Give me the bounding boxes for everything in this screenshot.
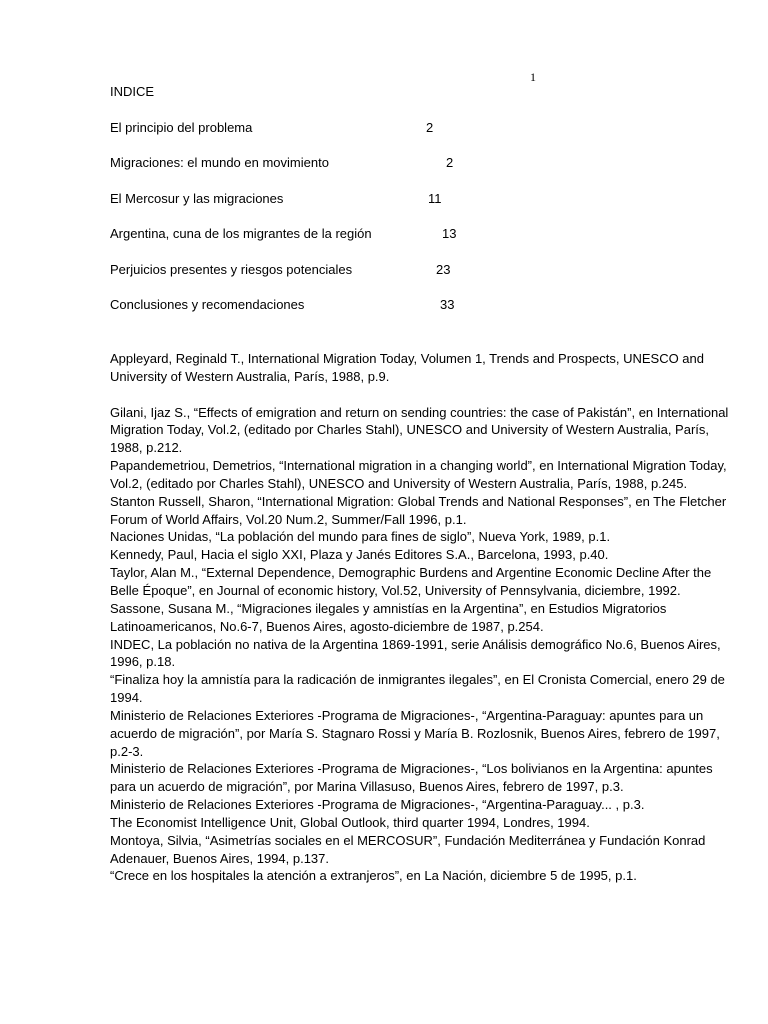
reference-item: The Economist Intelligence Unit, Global Outlook, third quarter 1994, Londres, 1994. bbox=[110, 814, 590, 830]
toc-entry-title: El principio del problema bbox=[110, 120, 253, 135]
toc-entry bbox=[110, 226, 457, 244]
toc-entry bbox=[110, 297, 455, 315]
reference-item: Naciones Unidas, “La población del mundo para fines de siglo”, Nueva York, 1989, p.1. bbox=[110, 529, 611, 545]
reference-item: Gilani, Ijaz S., “Effects of emigration and return on sending countries: the case of Pakistán”, en International Migration Today, Vol.2, (editado por Charles Stahl), UNESCO and University of Western Australia, París, 1988, p.212. bbox=[110, 404, 729, 456]
toc-entry-title: El Mercosur y las migraciones bbox=[110, 191, 284, 206]
toc-entry-title: Migraciones: el mundo en movimiento bbox=[110, 155, 329, 170]
toc-entry bbox=[110, 155, 454, 173]
toc-entry-page: 23 bbox=[436, 262, 451, 277]
reference-item: Stanton Russell, Sharon, “International Migration: Global Trends and National Responses”, en The Fletcher Forum of World Affairs, Vol.20 Num.2, Summer/Fall 1996, p.1. bbox=[110, 493, 727, 527]
toc-entry bbox=[110, 120, 434, 138]
toc-entry-page: 2 bbox=[426, 120, 434, 135]
reference-item: Taylor, Alan M., “External Dependence, Demographic Burdens and Argentine Economic Decline After the Belle Époque”, en Journal of economic history, Vol.52, University of Pennsylvania, diciembre, 1992. bbox=[110, 565, 712, 598]
toc-entry-page: 2 bbox=[446, 155, 454, 170]
reference-item: Appleyard, Reginald T., International Migration Today, Volumen 1, Trends and Prospects, UNESCO and University of Western Australia, París, 1988, p.9. bbox=[110, 351, 705, 384]
reference-item: Ministerio de Relaciones Exteriores -Programa de Migraciones-, “Los bolivianos en la Argentina: apuntes para un acuerdo de migración”, por Marina Villasuso, Buenos Aires, febrero de 1997, p.3. bbox=[110, 761, 713, 795]
reference-item: “Finaliza hoy la amnistía para la radicación de inmigrantes ilegales”, en El Cronista Comercial, enero 29 de 1994. bbox=[110, 672, 725, 706]
reference-item: “Crece en los hospitales la atención a extranjeros”, en La Nación, diciembre 5 de 1995, p.1. bbox=[110, 868, 637, 884]
reference-item: Montoya, Silvia, “Asimetrías sociales en el MERCOSUR”, Fundación Mediterránea y Fundación Konrad Adenauer, Buenos Aires, 1994, p.137. bbox=[110, 832, 706, 866]
reference-item: Kennedy, Paul, Hacia el siglo XXI, Plaza y Janés Editores S.A., Barcelona, 1993, p.40. bbox=[110, 547, 609, 563]
toc-entry bbox=[110, 191, 442, 209]
toc-entry-page: 33 bbox=[440, 297, 455, 312]
reference-item: Ministerio de Relaciones Exteriores -Programa de Migraciones-, “Argentina-Paraguay: apuntes para un acuerdo de migración”, por María S. Stagnaro Rossi y María B. Rozlosnik, Buenos Aires, febrero de 1997, p.2-3. bbox=[110, 707, 720, 759]
reference-list bbox=[110, 350, 736, 885]
toc-entry-page: 11 bbox=[428, 191, 442, 206]
reference-item: Papandemetriou, Demetrios, “International migration in a changing world”, en International Migration Today, Vol.2, (editado por Charles Stahl), UNESCO and University of Western Australia, París, 1988, p.245. bbox=[110, 458, 727, 491]
reference-item: Sassone, Susana M., “Migraciones ilegales y amnistías en la Argentina”, en Estudios Migratorios Latinoamericanos, No.6-7, Buenos Aires, agosto-diciembre de 1987, p.254. bbox=[110, 600, 667, 634]
toc-entry-page: 13 bbox=[442, 226, 457, 241]
toc-entry-title: Perjuicios presentes y riesgos potenciales bbox=[110, 262, 353, 277]
toc-entry-title: Argentina, cuna de los migrantes de la región bbox=[110, 226, 372, 241]
reference-item: Ministerio de Relaciones Exteriores -Programa de Migraciones-, “Argentina-Paraguay... , p.3. bbox=[110, 797, 645, 813]
toc-entry bbox=[110, 262, 451, 280]
page-number: 1 bbox=[530, 70, 536, 84]
reference-item: INDEC, La población no nativa de la Argentina 1869-1991, serie Análisis demográfico No.6, Buenos Aires, 1996, p.18. bbox=[110, 636, 721, 670]
toc-entry-title: Conclusiones y recomendaciones bbox=[110, 297, 305, 312]
index-title: INDICE bbox=[110, 84, 155, 99]
